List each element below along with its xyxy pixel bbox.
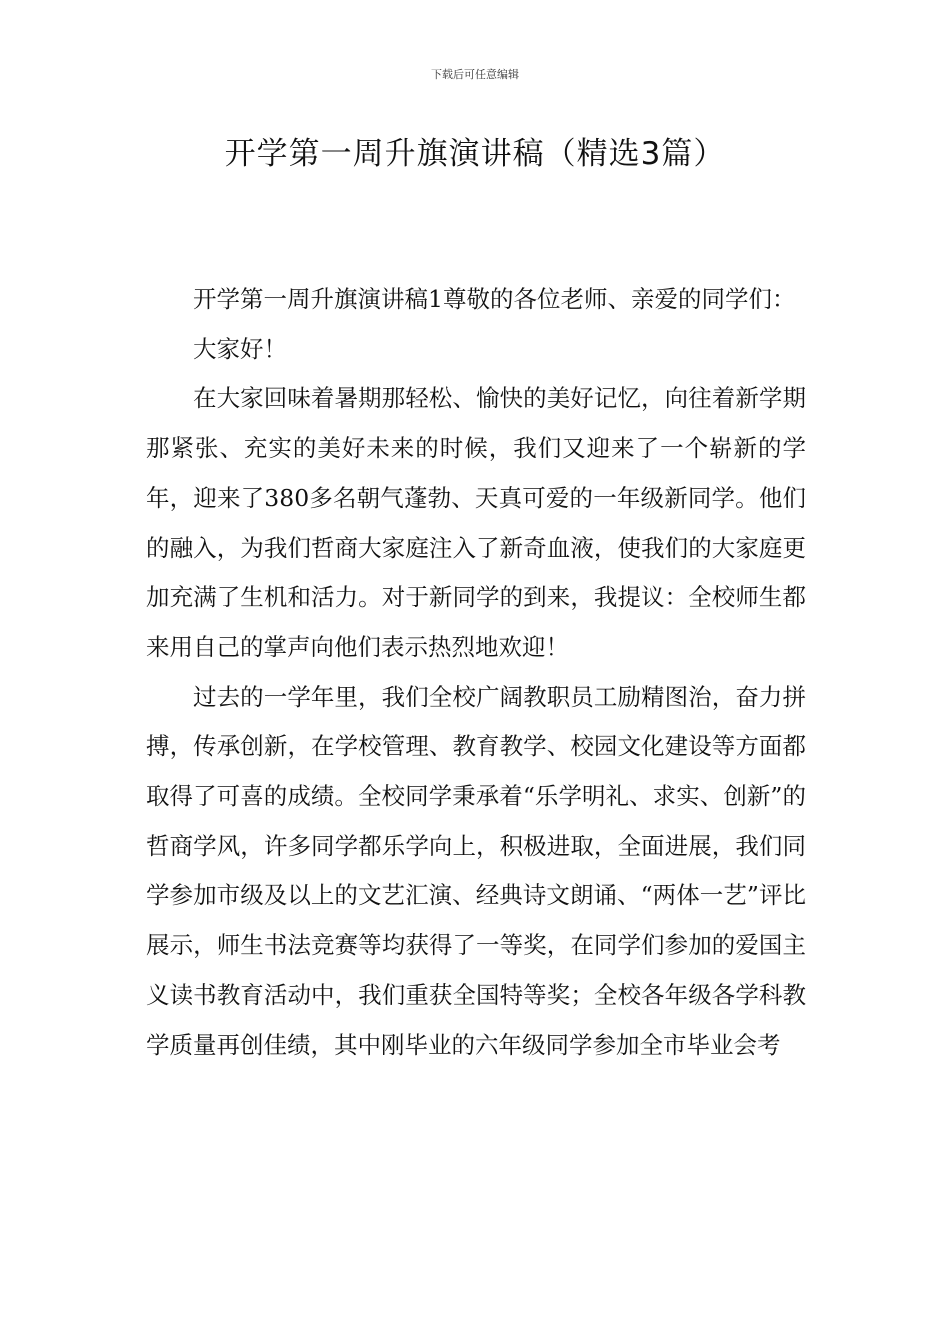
document-title: 开学第一周升旗演讲稿（精选3篇） (224, 136, 726, 172)
paragraph-salutation: 开学第一周升旗演讲稿1尊敬的各位老师、亲爱的同学们： (193, 285, 796, 313)
paragraph-achievements: 过去的一学年里，我们全校广阔教职员工励精图治，奋力拼搏，传承创新，在学校管理、教育教学、校园文化建设等方面都取得了可喜的成绩。全校同学秉承着“乐学明礼、求实、创新”的哲商学风，许多同学都乐学向上，积极进取，全面进展，我们同学参加市级及以上的文艺汇演、经典诗文朗诵、“两体一艺”评比展示，师生书法竞赛等均获得了一等奖，在同学们参加的爱国主义读书教育活动中，我们重获全国特等奖；全校各年级各学科教学质量再创佳绩，其中刚毕业的六年级同学参加全市毕业会考 (146, 682, 806, 1059)
paragraph-greeting: 大家好！ (193, 334, 287, 363)
paragraph-welcome: 在大家回味着暑期那轻松、愉快的美好记忆，向往着新学期那紧张、充实的美好未来的时候，我们又迎来了一个崭新的学年，迎来了380多名朝气蓬勃、天真可爱的一年级新同学。他们的融入，为我们哲商大家庭注入了新奇血液，使我们的大家庭更加充满了生机和活力。对于新同学的到来，我提议：全校师生都来用自己的掌声向他们表示热烈地欢迎！ (146, 384, 806, 661)
header-note: 下载后可任意编辑 (431, 68, 519, 81)
document-body (146, 275, 806, 1070)
